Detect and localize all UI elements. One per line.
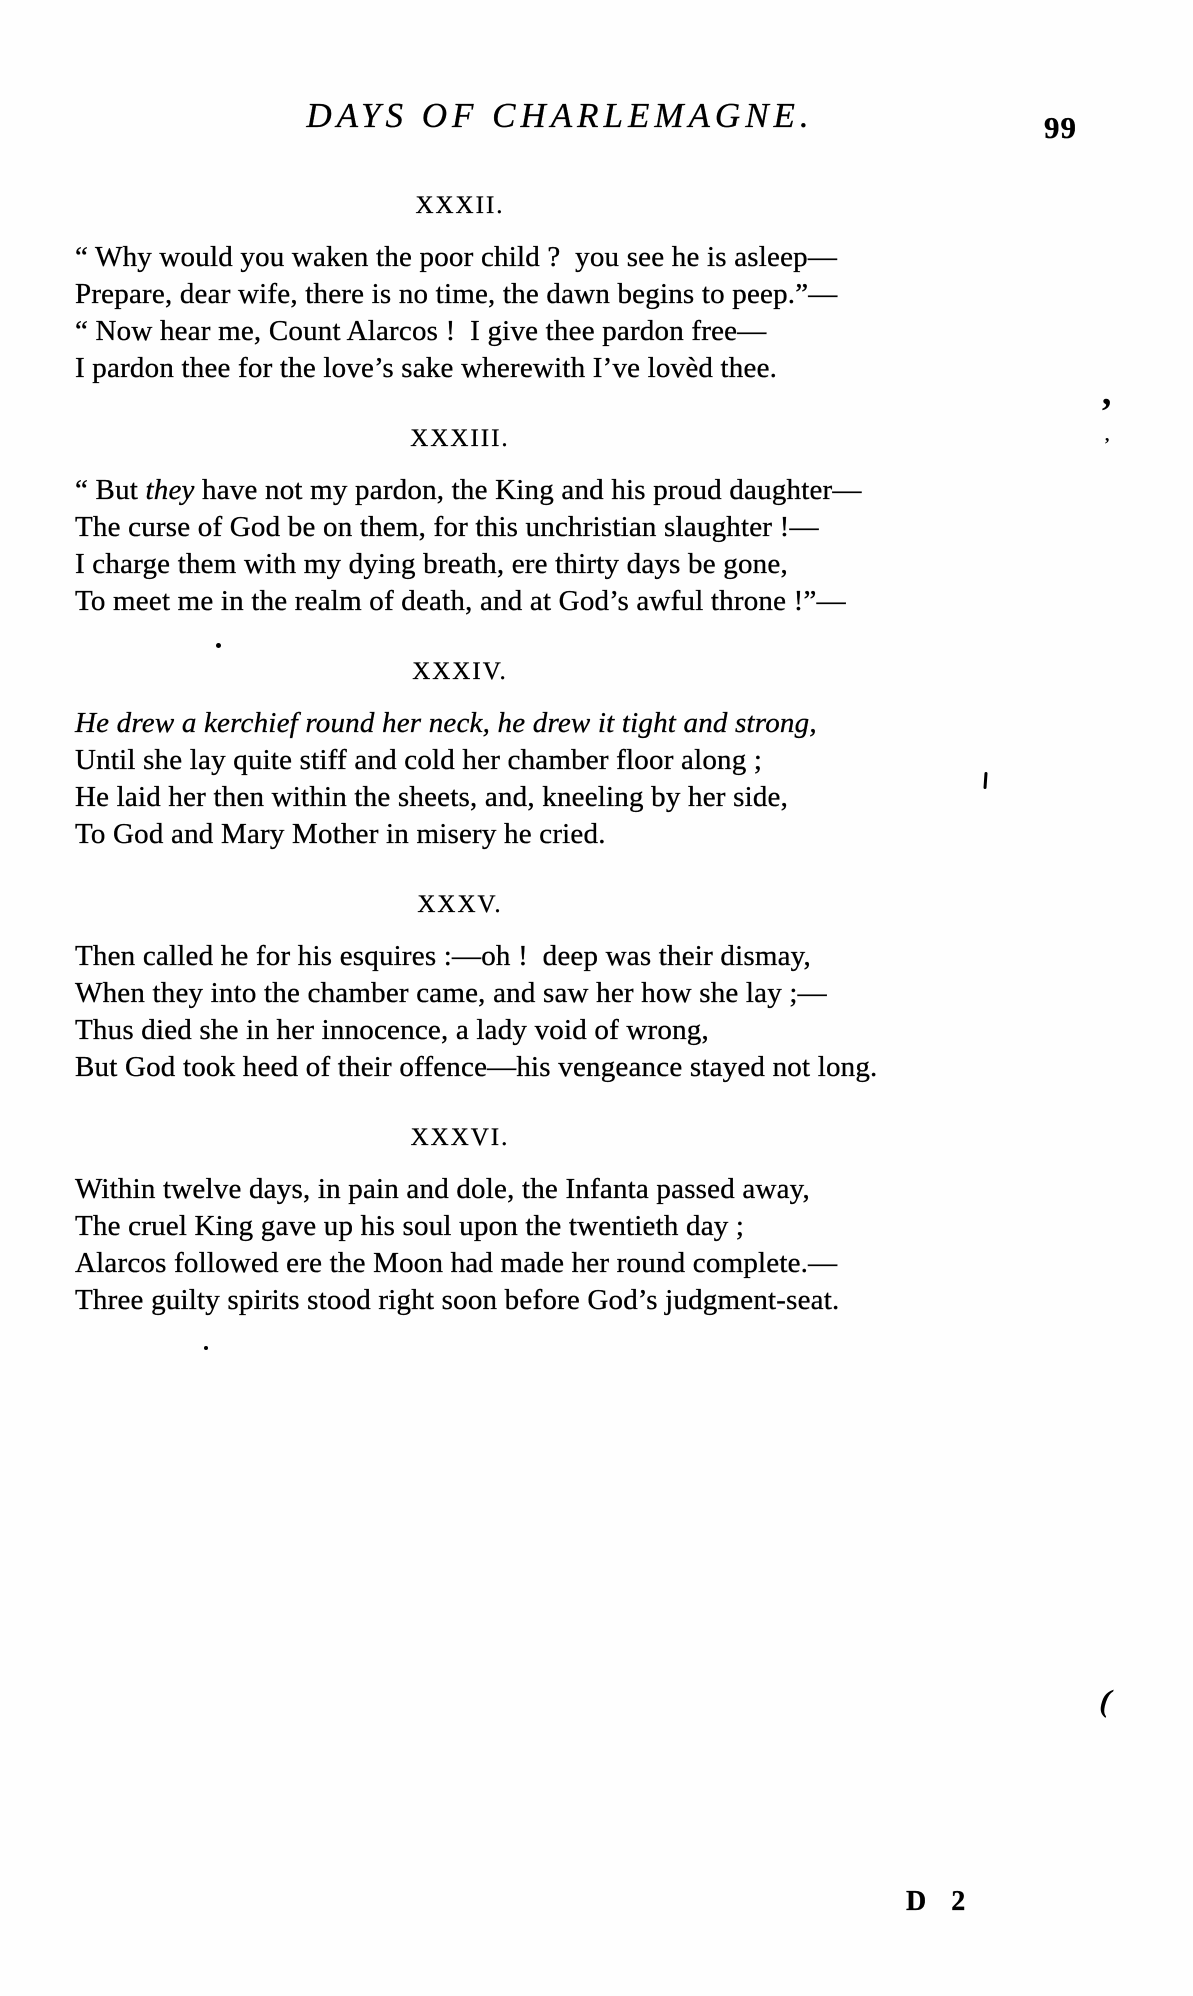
poem-line: Until she lay quite stiff and cold her chamber floor along ; [75,744,763,776]
poem-line: I pardon thee for the love’s sake wherewith I’ve lovèd thee. [75,352,778,384]
ink-speck: ’ [1100,391,1113,433]
poem [75,193,1015,1319]
poem-line: “ Now hear me, Count Alarcos ! I give thee pardon free— [75,315,767,347]
stanza-number: XXXV. [417,891,503,918]
poem-line: Within twelve days, in pain and dole, the Infanta passed away, [75,1173,810,1205]
poem-line: The curse of God be on them, for this unchristian slaughter !— [75,511,819,543]
poem-line: To God and Mary Mother in misery he cried. [75,818,606,850]
page-number: 99 [1044,110,1077,145]
poem-line: The cruel King gave up his soul upon the twentieth day ; [75,1210,745,1242]
stanza-number: XXXIV. [412,658,508,685]
stanza-number: XXXII. [415,192,505,219]
poem-line: Alarcos followed ere the Moon had made her round complete.— [75,1247,838,1279]
ink-dot [216,643,221,648]
poem-line: To meet me in the realm of death, and at God’s awful throne !”— [75,585,846,617]
poem-line: He laid her then within the sheets, and, kneeling by her side, [75,781,789,813]
running-title: DAYS OF CHARLEMAGNE. [306,96,814,135]
ink-mark: ( [1098,1681,1113,1719]
printers-signature-mark: D 2 [906,1886,967,1917]
poem-line: Thus died she in her innocence, a lady void of wrong, [75,1014,709,1046]
poem-line: “ Why would you waken the poor child ? you see he is asleep— [75,241,838,273]
ink-speck: ’ [1104,434,1110,454]
stanza-number: XXXVI. [410,1124,510,1151]
poem-line: I charge them with my dying breath, ere thirty days be gone, [75,548,788,580]
stanza-number: XXXIII. [410,425,510,452]
poem-line: Three guilty spirits stood right soon before God’s judgment-seat. [75,1284,840,1316]
ink-dot [204,1346,208,1350]
poem-line: “ But they have not my pardon, the King and his proud daughter— [75,474,862,506]
poem-line: He drew a kerchief round her neck, he drew it tight and strong, [75,707,817,739]
poem-line: Then called he for his esquires :—oh ! deep was their dismay, [75,940,811,972]
poem-line: Prepare, dear wife, there is no time, the dawn begins to peep.”— [75,278,838,310]
poem-line: When they into the chamber came, and saw her how she lay ;— [75,977,827,1009]
poem-line: But God took heed of their offence—his vengeance stayed not long. [75,1051,878,1083]
